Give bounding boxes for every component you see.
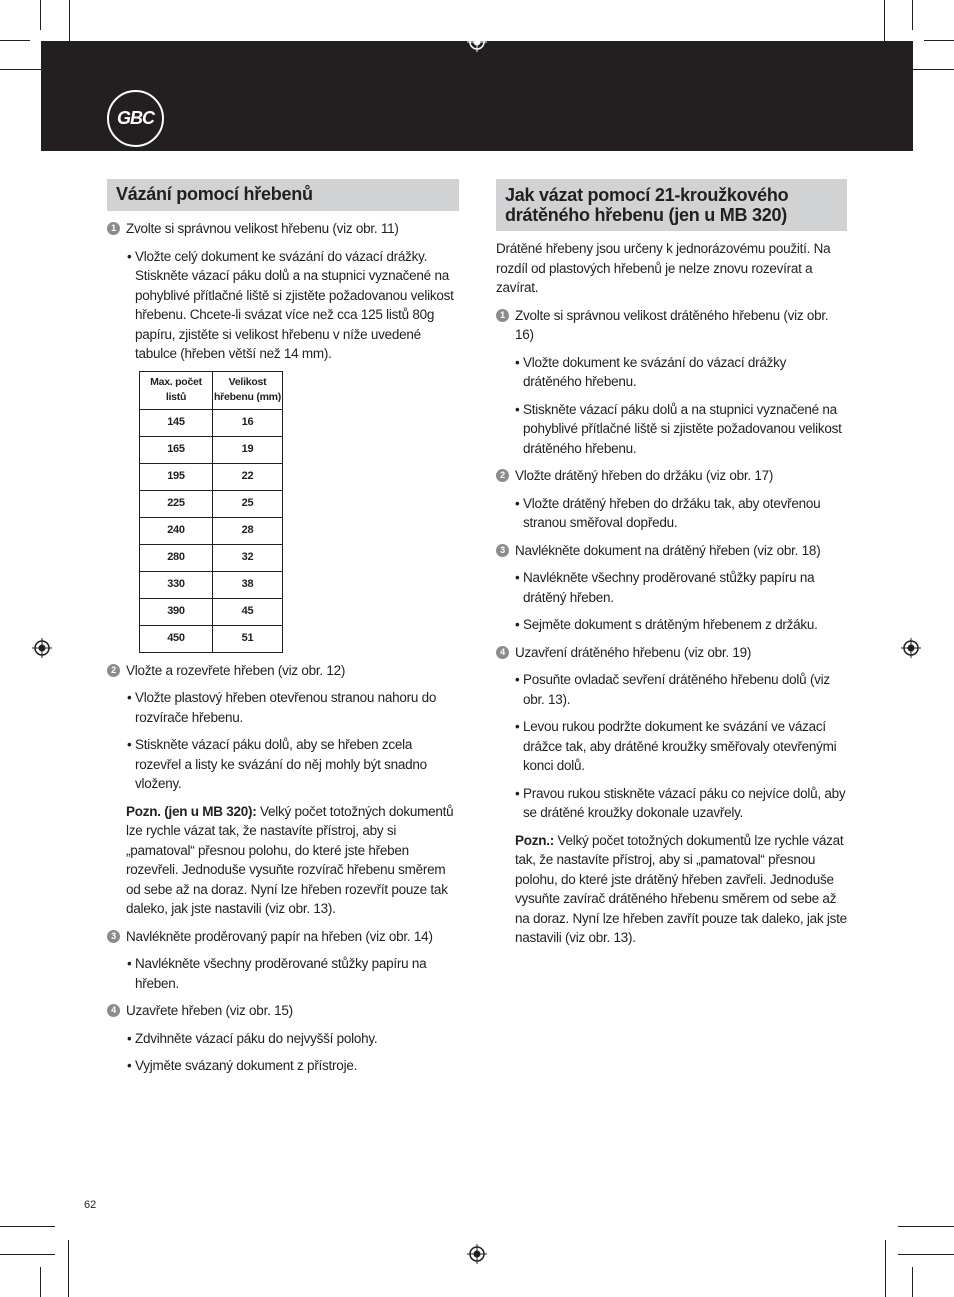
bullet-item: • Vložte dokument ke svázání do vázací drážky drátěného hřebenu. (515, 354, 787, 389)
table-cell: 45 (213, 598, 283, 625)
bullet-item: • Stiskněte vázací páku dolů a na stupnici vyznačené na pohyblivé přítlačné liště si zjistěte požadovanou velikost drátěného hřebenu. (515, 401, 842, 456)
step-number-badge: 3 (107, 930, 120, 943)
step-text: Zvolte si správnou velikost drátěného hřebenu (viz obr. 16) (515, 307, 829, 342)
table-cell: 51 (213, 625, 283, 652)
section-title-comb-binding: Vázání pomocí hřebenů (107, 179, 459, 211)
table-cell: 145 (140, 409, 213, 436)
table-cell: 330 (140, 571, 213, 598)
crop-mark (0, 40, 30, 41)
step-number-badge: 2 (496, 469, 509, 482)
table-row (140, 625, 283, 652)
table-cell: 28 (213, 517, 283, 544)
step-number-badge: 3 (496, 544, 509, 557)
table-cell: 240 (140, 517, 213, 544)
step-number-badge: 2 (107, 664, 120, 677)
table-cell: 25 (213, 490, 283, 517)
table-row (140, 436, 283, 463)
table-row (140, 544, 283, 571)
step-text: Vložte drátěný hřeben do držáku (viz obr. 17) (515, 468, 774, 483)
bullet-item: • Vyjměte svázaný dokument z přístroje. (127, 1058, 358, 1073)
crop-mark (912, 0, 913, 30)
step-number-badge: 4 (107, 1004, 120, 1017)
step-text: Vložte a rozevřete hřeben (viz obr. 12) (126, 662, 346, 678)
table-header: Max. počet listů (140, 371, 213, 409)
bullet-item: • Navlékněte všechny proděrované stůžky papíru na drátěný hřeben. (515, 570, 815, 605)
bullet-item: • Posuňte ovladač sevření drátěného hřebenu dolů (viz obr. 13). (515, 672, 830, 707)
step-text: Navlékněte dokument na drátěný hřeben (viz obr. 18) (515, 542, 821, 558)
step-2 (107, 661, 459, 681)
bullet-item: • Vložte celý dokument ke svázání do vázací drážky. Stiskněte vázací páku dolů a na stupnici vyznačené na pohyblivé přítlačné liště si zjistěte požadovanou velikost hřebenu. Chcete-li svázat více než cca 125 listů 80g papíru, zjistěte si velikost hřebenu v níže uvedené tabulce (hřeben větší než 14 mm). (127, 248, 454, 361)
step-1 (107, 219, 459, 239)
step-4 (107, 1001, 459, 1021)
crop-mark (68, 1240, 69, 1297)
table-cell: 22 (213, 463, 283, 490)
step-text: Uzavřete hřeben (viz obr. 15) (126, 1003, 293, 1018)
step-number-badge: 4 (496, 646, 509, 659)
table-row (140, 517, 283, 544)
table-cell: 280 (140, 544, 213, 571)
table-row (140, 598, 283, 625)
right-column (496, 179, 847, 948)
table-cell: 195 (140, 463, 213, 490)
bullet-item: • Pravou rukou stiskněte vázací páku co nejvíce dolů, aby se drátěné kroužky dokonale uzavřely. (515, 785, 846, 820)
note-text: Velký počet totožných dokumentů lze rychle vázat tak, že nastavíte přístroj, aby si „pamatoval“ přesnou polohu, do které jste hřeben rozevřeli. Jednoduše vysuňte rozvírač hřebenu směrem od sebe až na doraz. Nyní lze hřeben rozevřít pouze tak daleko, jak jste nastavili (viz obr. 13). (126, 803, 454, 916)
step-2 (496, 466, 847, 486)
crop-mark (885, 1240, 886, 1297)
step-number-badge: 1 (496, 309, 509, 322)
bullet-item: • Levou rukou podržte dokument ke svázání ve vázací drážce tak, aby drátěné kroužky směřovaly otevřenými konci dolů. (515, 719, 837, 773)
table-row (140, 490, 283, 517)
crop-mark (912, 1267, 913, 1297)
comb-size-table (139, 371, 283, 653)
table-cell: 225 (140, 490, 213, 517)
crop-mark (0, 1226, 55, 1227)
note-label: Pozn.: (515, 832, 554, 848)
crop-mark (40, 0, 41, 30)
registration-mark-icon (32, 638, 52, 658)
section-title-wire-binding: Jak vázat pomocí 21-kroužkového drátěného hřebenu (jen u MB 320) (496, 179, 847, 231)
table-cell: 165 (140, 436, 213, 463)
table-row (140, 571, 283, 598)
bullet-item: • Navlékněte všechny proděrované stůžky papíru na hřeben. (127, 956, 427, 991)
intro-paragraph: Drátěné hřebeny jsou určeny k jednorázovému použití. Na rozdíl od plastových hřebenů je nelze znovu rozevírat a zavírat. (496, 241, 831, 295)
table-row (140, 463, 283, 490)
crop-mark (40, 1267, 41, 1297)
note-label: Pozn. (jen u MB 320): (126, 803, 257, 819)
bullet-item: • Vložte plastový hřeben otevřenou stranou nahoru do rozvírače hřebenu. (127, 690, 437, 725)
step-text: Uzavření drátěného hřebenu (viz obr. 19) (515, 644, 752, 660)
step-text: Navlékněte proděrovaný papír na hřeben (viz obr. 14) (126, 928, 433, 944)
note-text: Velký počet totožných dokumentů lze rychle vázat tak, že nastavíte přístroj, aby si „pamatoval“ přesnou polohu, do které jste drátěný hřeben zavřeli. Jednoduše vysuňte zavírač drátěného hřebenu směrem od sebe až na doraz. Nyní lze hřeben zavřít pouze tak daleko, jak jste nastavili (viz obr. 13). (515, 832, 847, 945)
crop-mark (898, 1254, 954, 1255)
table-cell: 38 (213, 571, 283, 598)
crop-mark (0, 1254, 55, 1255)
table-cell: 19 (213, 436, 283, 463)
table-row (140, 409, 283, 436)
bullet-item: • Sejměte dokument s drátěným hřebenem z držáku. (515, 617, 818, 632)
note-paragraph (107, 802, 459, 919)
step-1 (496, 306, 847, 345)
step-3 (496, 541, 847, 561)
gbc-logo: GBC (107, 90, 164, 147)
table-cell: 32 (213, 544, 283, 571)
table-header: Velikost hřebenu (mm) (213, 371, 283, 409)
step-3 (107, 927, 459, 947)
registration-mark-icon (467, 1244, 487, 1264)
step-4 (496, 643, 847, 663)
step-number-badge: 1 (107, 222, 120, 235)
registration-mark-icon (901, 638, 921, 658)
bullet-item: • Zdvihněte vázací páku do nejvyšší polohy. (127, 1030, 378, 1046)
step-text: Zvolte si správnou velikost hřebenu (viz obr. 11) (126, 221, 399, 236)
table-cell: 450 (140, 625, 213, 652)
table-cell: 16 (213, 409, 283, 436)
bullet-item: • Vložte drátěný hřeben do držáku tak, aby otevřenou stranou směřoval dopředu. (515, 495, 821, 530)
header-band (41, 41, 913, 151)
bullet-item: • Stiskněte vázací páku dolů, aby se hřeben zcela rozevřel a listy ke svázání do něj mohly být snadno vloženy. (127, 737, 427, 791)
crop-mark (898, 1226, 954, 1227)
registration-mark-icon (467, 32, 487, 52)
table-cell: 390 (140, 598, 213, 625)
crop-mark (924, 40, 954, 41)
page-number: 62 (84, 1199, 97, 1211)
left-column (107, 179, 459, 1076)
note-paragraph (496, 831, 847, 948)
